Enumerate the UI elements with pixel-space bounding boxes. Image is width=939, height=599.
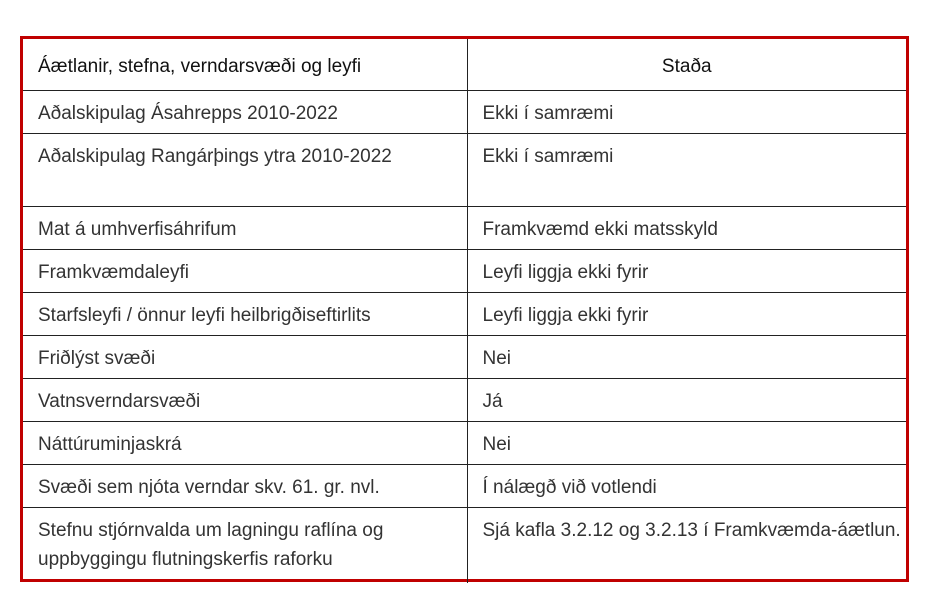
- table-header-row: [23, 39, 906, 90]
- plan-cell: Náttúruminjaskrá: [23, 421, 467, 464]
- table-row: [23, 249, 906, 292]
- table-row: [23, 206, 906, 249]
- status-cell: Framkvæmd ekki matsskyld: [467, 206, 906, 249]
- status-cell: Já: [467, 378, 906, 421]
- table-row: [23, 335, 906, 378]
- status-cell: Í nálægð við votlendi: [467, 464, 906, 507]
- table-row: [23, 133, 906, 206]
- plan-cell: Mat á umhverfisáhrifum: [23, 206, 467, 249]
- status-cell: Ekki í samræmi: [467, 90, 906, 133]
- plan-cell: Friðlýst svæði: [23, 335, 467, 378]
- plan-cell: Aðalskipulag Rangárþings ytra 2010-2022: [23, 133, 467, 206]
- plan-cell: Stefnu stjórnvalda um lagningu raflína og uppbyggingu flutningskerfis raforku: [23, 507, 467, 583]
- plan-cell: Starfsleyfi / önnur leyfi heilbrigðiseftirlits: [23, 292, 467, 335]
- table-row: [23, 378, 906, 421]
- plan-cell: Aðalskipulag Ásahrepps 2010-2022: [23, 90, 467, 133]
- status-cell: Nei: [467, 335, 906, 378]
- status-cell: Nei: [467, 421, 906, 464]
- table-row: [23, 421, 906, 464]
- plan-cell: Framkvæmdaleyfi: [23, 249, 467, 292]
- header-status: Staða: [467, 39, 906, 90]
- table-row: [23, 90, 906, 133]
- status-cell: Sjá kafla 3.2.12 og 3.2.13 í Framkvæmda-áætlun.: [467, 507, 906, 583]
- status-cell: Ekki í samræmi: [467, 133, 906, 206]
- status-cell: Leyfi liggja ekki fyrir: [467, 249, 906, 292]
- table-row: [23, 292, 906, 335]
- plan-cell: Vatnsverndarsvæði: [23, 378, 467, 421]
- plans-status-table: [23, 39, 906, 583]
- table-row: [23, 464, 906, 507]
- header-plans: Áætlanir, stefna, verndarsvæði og leyfi: [23, 39, 467, 90]
- plans-status-table-frame: [20, 36, 909, 582]
- table-row: [23, 507, 906, 583]
- plan-cell: Svæði sem njóta verndar skv. 61. gr. nvl.: [23, 464, 467, 507]
- status-cell: Leyfi liggja ekki fyrir: [467, 292, 906, 335]
